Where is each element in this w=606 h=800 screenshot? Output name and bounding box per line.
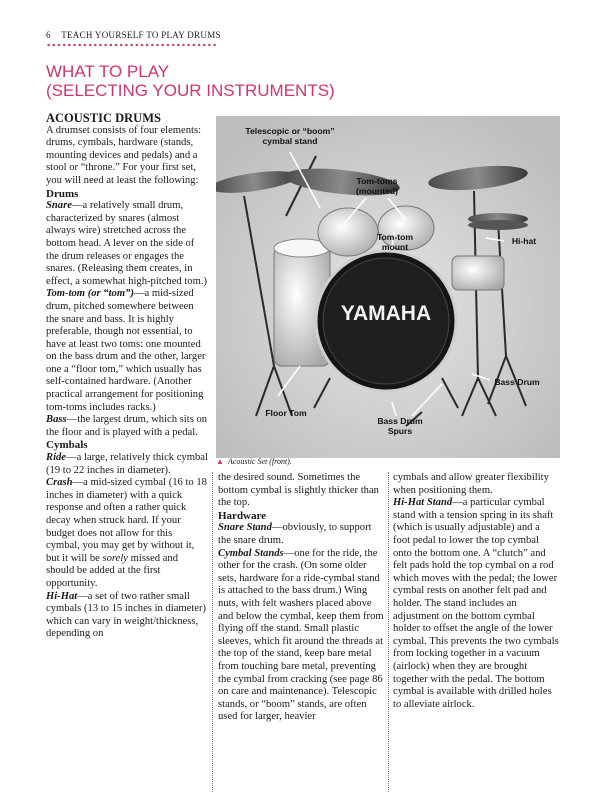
column-3 [393,472,559,711]
crash-entry [46,477,208,590]
title-line-2: (SELECTING YOUR INSTRUMENTS) [46,81,335,100]
bass-text: —the largest drum, which sits on the floor and is played with a pedal. [46,414,208,438]
running-header [46,30,221,40]
tomtom-text: —a mid-sized drum, pitched somewhere between the snare and bass. It is highly preferable, though not essential, to have at least two toms: one mounted on the bass drum and the other, larger one a “floor tom,” which usually has self-contained hardware. (Another practical arrangement for positioning tom-toms includes racks.) [46,288,206,413]
snare-term: Snare [46,200,72,212]
drums-heading: Drums [46,187,79,200]
hihat-term: Hi-Hat [46,590,78,602]
snare-stand-entry [218,522,384,547]
label-boom-stand: Telescopic or “boom” cymbal stand [245,126,335,146]
cymbal-stands-term: Cymbal Stands [218,547,284,559]
page-number: 6 [46,30,51,40]
ride-text: —a large, relatively thick cymbal (19 to 22 inches in diameter). [46,452,208,476]
col3-continuation: cymbals and allow greater flexibility when positioning them. [393,472,549,496]
title-line-1: WHAT TO PLAY [46,62,170,81]
cymbal-stands-entry [218,548,384,724]
photo-caption [216,457,292,466]
drumset-illustration [216,116,560,458]
running-title: TEACH YOURSELF TO PLAY DRUMS [61,30,221,40]
column-divider-2 [388,472,389,792]
tomtom-term: Tom-tom (or “tom”) [46,288,134,300]
label-tom-mount: Tom-tom mount [376,232,414,252]
snare-drum [452,256,504,290]
label-spurs: Bass Drum Spurs [377,416,423,436]
crash-term: Crash [46,477,73,489]
snare-stand-term: Snare Stand [218,522,272,534]
ride-entry [46,452,208,477]
hihat-bottom [468,220,528,230]
ride-term: Ride [46,452,67,464]
dotted-rule [46,43,216,47]
cymbal-stands-text: —one for the ride, the other for the crash. (On some older sets, hardware for a ride-cymbal stand is attached to the bass drum.) Wing nuts, with felt washers placed above and below the cymbal, keep them from flying off the stand. Small plastic sleeves, which fit around the threads at the top of the stand, keep bare metal from touching bare metal, preventing the cymbal from cracking (see page 86 on care and maintenance). Telescopic stands, or “boom” stands, are often used for larger, heavier [218,547,384,723]
label-hi-hat: Hi-hat [511,236,537,246]
cymbals-heading: Cymbals [46,439,88,452]
column-divider-1 [212,472,213,792]
hihat-text: —a set of two rather small cymbals (13 to 15 inches in diameter) which can vary in weight/thickness, depending on [46,590,207,640]
hihat-entry [46,591,208,641]
hihat-stand-entry [393,497,559,711]
crash-text-b: missed and should be added at the first opportunity. [46,552,179,589]
hihat-stand-term: Hi-Hat Stand [393,497,453,509]
hihat-stand-text: —a particular cymbal stand with a tension spring in its shaft (which is usually adjustable) and a foot pedal to lower the top cymbal onto the bottom one. A “clutch” and felt pads hold the top cymbal on a rod which moves with the pedal; the lower cymbal rests on another felt pad and holder. The stand includes an adjustment on the bottom cymbal holder to offset the angle of the lower cymbal. This prevents the two cymbals from locking together in a vacuum (airlock) when they are brought together with the pedal. The bottom cymbal is available with drilled holes to alleviate airlock. [393,497,559,710]
hardware-heading: Hardware [218,509,267,522]
caption-text: Acoustic Set (front). [227,457,292,466]
bass-entry [46,414,208,439]
crash-text-a: —a mid-sized cymbal (16 to 18 inches in diameter) with a quick response and often a rather quick decay when struck hard. If your budget does not allow for this cymbal, you may get by without it, but it will be [46,477,207,564]
snare-stand-text: —obviously, to support the snare drum. [218,522,372,546]
tomtom-entry [46,288,208,414]
column-2 [218,472,384,724]
crash-emphasis: sorely [102,552,128,564]
intro-paragraph: A drumset consists of four elements: drums, cymbals, hardware (stands, mounting devices and pedals) and a stool or “throne.” For your first set, you will need at least the following: [46,124,202,186]
label-tom-toms: Tom-toms (mounted) [355,176,398,196]
caption-triangle-icon: ▲ [216,457,224,466]
brand-logo: YAMAHA [340,302,432,325]
drumset-photo [216,116,560,458]
page-title [46,62,446,100]
col2-continuation: the desired sound. Sometimes the bottom cymbal is slightly thicker than the top. [218,472,379,509]
label-bass-drum: Bass Drum [494,377,540,387]
snare-entry [46,200,208,288]
snare-text: —a relatively small drum, characterized by snares (almost always wire) stretched across the bottom head. A lever on the side of the drum releases or engages the snares. (Releasing them creates, in effect, a somewhat high-pitched tom.) [46,200,208,287]
label-floor-tom: Floor Tom [265,408,307,418]
bass-term: Bass [46,414,67,426]
section-heading: ACOUSTIC DRUMS [46,111,161,125]
column-1 [46,112,208,641]
